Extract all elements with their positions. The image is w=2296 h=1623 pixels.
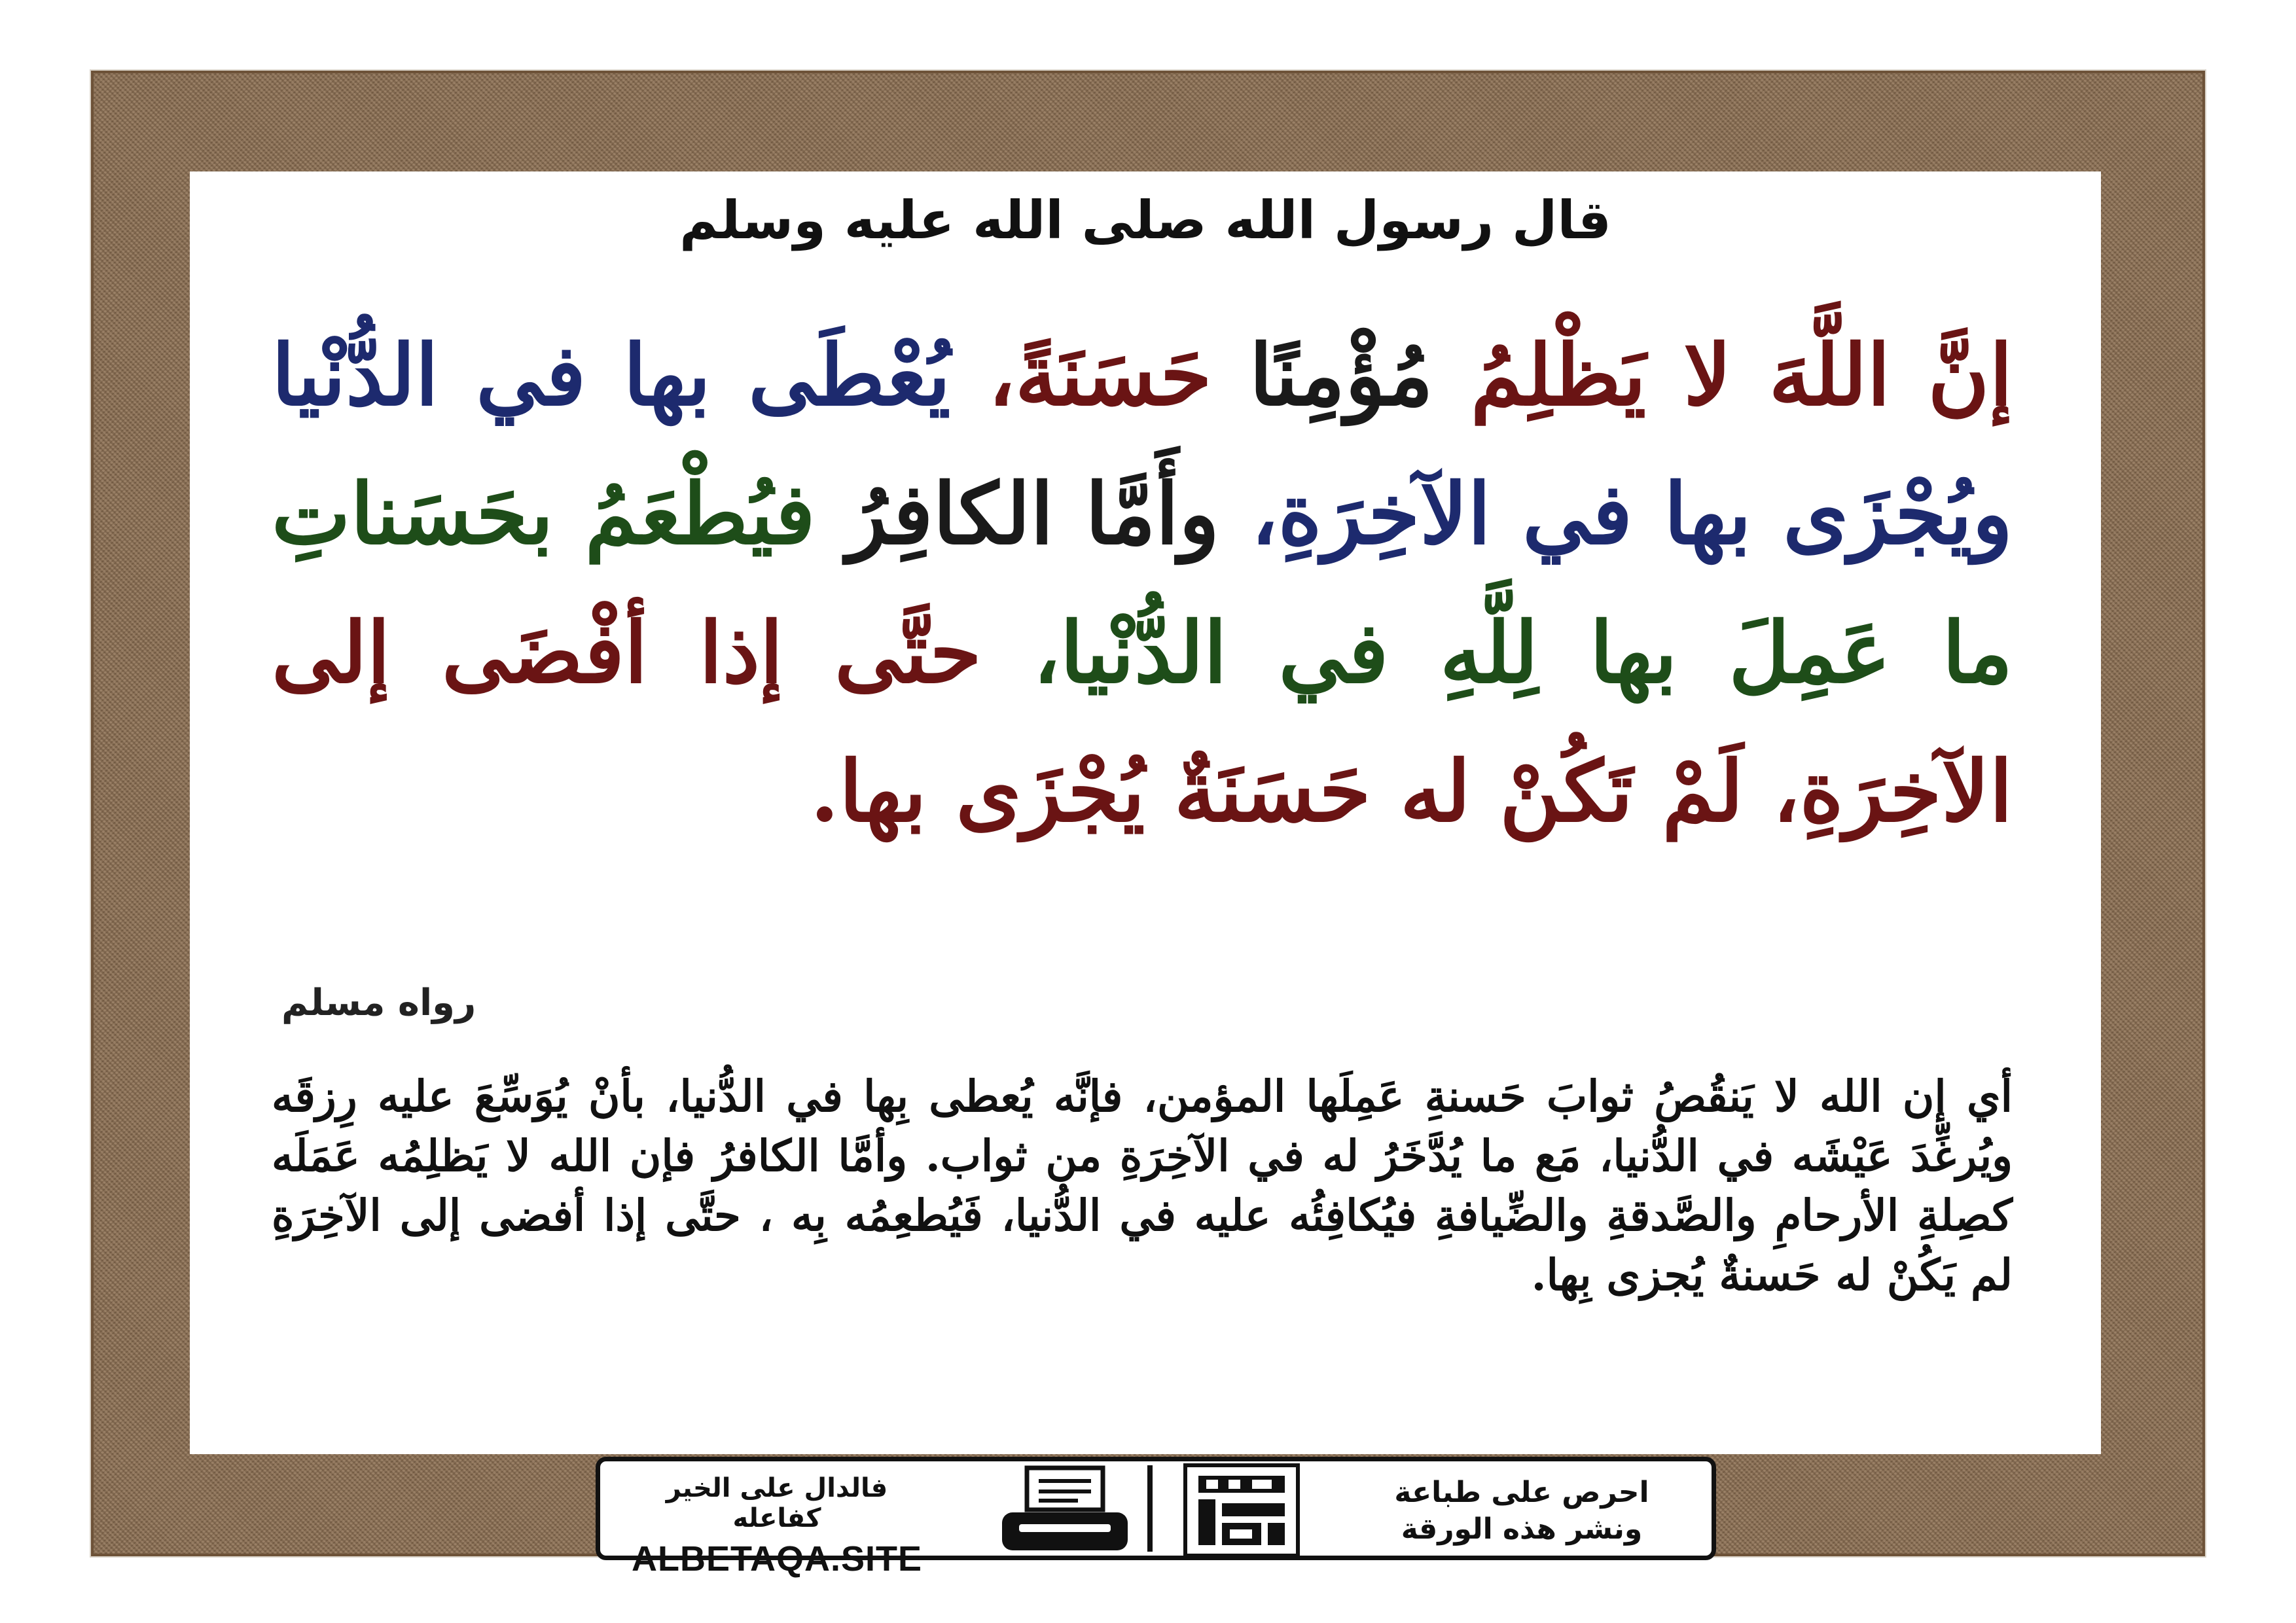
narrator-label: رواه مسلم: [281, 982, 476, 1024]
printer-icon: [993, 1464, 1137, 1556]
hadith-segment-7: حتَّى إذا أفْضَى إلى الآخِرَةِ، لَمْ تَكُنْ له حَسَنَةٌ يُجْزَى بها.: [272, 604, 2013, 841]
footer-divider: [1147, 1465, 1153, 1552]
footer-note-line-2: ونشر هذه الورقة: [1401, 1512, 1643, 1546]
hadith-segment-2: مُؤْمِنًا: [1249, 327, 1433, 425]
footer-slogan: فالدال على الخير كفاعله: [666, 1473, 888, 1533]
hadith-segment-5: وأَمَّا الكافِرُ: [846, 465, 1220, 563]
hadith-segment-4: يُعْطَى بها في الدُّنْيا ويُجْزَى بها في الآخِرَةِ،: [272, 327, 2013, 563]
hadith-segment-6: فيُطْعَمُ بحَسَناتِ ما عَمِلَ بها لِلَّهِ في الدُّنْيا،: [272, 465, 2013, 702]
footer-site-link[interactable]: ALBETAQA.SITE: [632, 1539, 922, 1578]
footer-bar: [596, 1457, 1716, 1578]
hadith-segment-3: حَسَنَةً،: [988, 327, 1212, 425]
footer-site-block: [626, 1473, 927, 1579]
hadith-text: [272, 306, 2013, 861]
hadith-segment-1: إنَّ اللَّهَ لا يَظْلِمُ: [1470, 327, 2013, 425]
logo-icon: [1176, 1461, 1307, 1560]
page-title: قال رسول الله صلى الله عليه وسلم: [679, 190, 1611, 251]
footer-note: [1358, 1474, 1685, 1548]
explanation-text: أي إن الله لا يَنقُصُ ثوابَ حَسنةِ عَمِلَها المؤمن، فإنَّه يُعطى بِها في الدُّنيا، بأنْ يُوَسِّعَ عليه رِزقَه ويُرغِّدَ عَيْشَه في الدُّنيا، مَع ما يُدَّخَرُ له في الآخِرَةِ من ثواب. وأمَّا الكافرُ فإن الله لا يَظلِمُه عَمَلَه كصِلةِ الأرحامِ والصَّدقةِ والضِّيافةِ فيُكافِئُه عليه في الدُّنيا، فَيُطعِمُه بِه ، حتَّى إذا أفضى إلى الآخِرَةِ لم يَكُنْ له حَسنةٌ يُجزى بِها.: [272, 1071, 2013, 1300]
footer-note-line-1: احرص على طباعة: [1394, 1476, 1649, 1509]
